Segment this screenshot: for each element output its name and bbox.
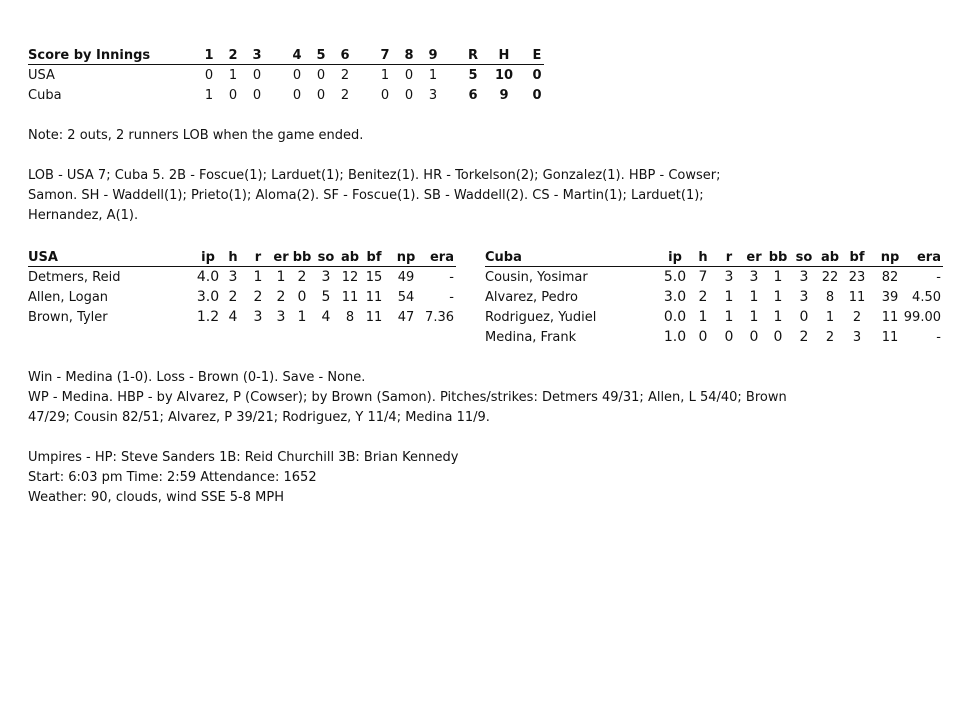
pitcher-bf: 11 [848, 290, 866, 305]
pitcher-name: Cousin, Yosimar [485, 270, 588, 285]
pitcher-bf: 23 [848, 270, 866, 285]
pitcher-ab: 12 [341, 270, 359, 285]
pitching-col-header: bb [768, 250, 788, 265]
totals-header: H [498, 48, 510, 63]
pitching-col-header: ip [201, 250, 215, 265]
pitcher-era: - [449, 270, 454, 285]
pitcher-ip: 0.0 [663, 309, 687, 325]
inning-score: 1 [204, 88, 214, 103]
pitcher-so: 0 [799, 309, 809, 325]
pitcher-bb: 1 [773, 309, 783, 325]
pitcher-ip: 3.0 [663, 289, 687, 305]
pitching-col-header: bb [292, 250, 312, 265]
pitching-col-header: er [273, 250, 289, 265]
notes-line: Samon. SH - Waddell(1); Prieto(1); Aloma(2). SF - Foscue(1). SB - Waddell(2). CS - Martin(1); Larduet(1); [28, 188, 704, 203]
pitching-col-header: h [228, 250, 238, 265]
inning-score: 0 [316, 88, 326, 103]
underline [28, 266, 456, 267]
pitcher-so: 2 [799, 329, 809, 345]
pitcher-r: 3 [724, 269, 734, 285]
pitcher-era: - [936, 330, 941, 345]
pitcher-bb: 2 [297, 269, 307, 285]
pitcher-h: 2 [228, 289, 238, 305]
pitcher-ip: 1.0 [663, 329, 687, 345]
decision-line: WP - Medina. HBP - by Alvarez, P (Cowser); by Brown (Samon). Pitches/strikes: Detmers 49/31; Allen, L 54/40; Brown [28, 390, 787, 405]
inning-score: 0 [316, 68, 326, 83]
pitcher-ab: 22 [821, 270, 839, 285]
pitcher-era: - [936, 270, 941, 285]
inning-score: 0 [204, 68, 214, 83]
inning-header: 9 [428, 48, 438, 63]
inning-score: 0 [252, 88, 262, 103]
totals-header: R [467, 48, 478, 63]
pitcher-np: 82 [881, 270, 899, 285]
pitcher-bb: 1 [773, 269, 783, 285]
team-name: USA [28, 68, 55, 83]
pitcher-er: 3 [749, 269, 759, 285]
pitching-col-header: h [698, 250, 708, 265]
inning-header: 4 [292, 48, 302, 63]
pitching-col-header: np [880, 250, 900, 265]
pitcher-h: 3 [228, 269, 238, 285]
pitching-col-header: ab [820, 250, 840, 265]
inning-header: 2 [228, 48, 238, 63]
pitcher-so: 4 [321, 309, 331, 325]
inning-score: 0 [252, 68, 262, 83]
pitcher-h: 7 [698, 269, 708, 285]
pitcher-ab: 1 [825, 310, 835, 325]
pitcher-er: 3 [276, 309, 286, 325]
pitcher-r: 2 [253, 289, 263, 305]
pitcher-name: Rodriguez, Yudiel [485, 310, 597, 325]
pitching-col-header: ab [340, 250, 360, 265]
pitcher-er: 1 [749, 309, 759, 325]
pitcher-h: 1 [698, 309, 708, 325]
inning-score: 2 [340, 68, 350, 83]
pitcher-h: 0 [698, 329, 708, 345]
pitcher-name: Medina, Frank [485, 330, 577, 345]
team-name: Cuba [28, 88, 62, 103]
team-total: 10 [494, 68, 514, 83]
pitcher-r: 3 [253, 309, 263, 325]
pitcher-bb: 1 [297, 309, 307, 325]
pitcher-ip: 5.0 [663, 269, 687, 285]
pitcher-name: Detmers, Reid [28, 270, 121, 285]
inning-header: 8 [404, 48, 414, 63]
inning-score: 0 [380, 88, 390, 103]
pitcher-r: 1 [253, 269, 263, 285]
pitcher-name: Allen, Logan [28, 290, 109, 305]
inning-score: 1 [228, 68, 238, 83]
pitcher-bb: 0 [297, 289, 307, 305]
inning-header: 5 [316, 48, 326, 63]
pitcher-h: 4 [228, 309, 238, 325]
pitcher-np: 39 [881, 290, 899, 305]
notes-line: Hernandez, A(1). [28, 208, 139, 223]
pitcher-bf: 11 [365, 290, 383, 305]
pitcher-ip: 4.0 [196, 269, 220, 285]
pitcher-r: 1 [724, 289, 734, 305]
inning-score: 2 [340, 88, 350, 103]
inning-header: 6 [340, 48, 350, 63]
pitching-col-header: r [725, 250, 733, 265]
pitcher-er: 1 [276, 269, 286, 285]
start-time-line: Start: 6:03 pm Time: 2:59 Attendance: 1652 [28, 470, 317, 485]
pitcher-name: Brown, Tyler [28, 310, 108, 325]
pitching-col-header: r [254, 250, 262, 265]
team-total: 9 [499, 88, 509, 103]
pitcher-er: 1 [749, 289, 759, 305]
pitcher-ab: 8 [345, 310, 355, 325]
pitcher-ab: 8 [825, 290, 835, 305]
pitcher-so: 3 [799, 289, 809, 305]
inning-score: 1 [428, 68, 438, 83]
pitching-col-header: so [317, 250, 335, 265]
weather-line: Weather: 90, clouds, wind SSE 5-8 MPH [28, 490, 284, 505]
pitcher-bb: 0 [773, 329, 783, 345]
inning-score: 0 [292, 68, 302, 83]
notes-line: LOB - USA 7; Cuba 5. 2B - Foscue(1); Larduet(1); Benitez(1). HR - Torkelson(2); Gonzalez(1). HBP - Cowser; [28, 168, 721, 183]
pitcher-era: - [449, 290, 454, 305]
pitcher-ab: 11 [341, 290, 359, 305]
pitcher-bf: 2 [852, 310, 862, 325]
team-total: 0 [532, 68, 542, 83]
pitcher-np: 11 [881, 330, 899, 345]
pitcher-h: 2 [698, 289, 708, 305]
pitcher-bf: 3 [852, 330, 862, 345]
pitcher-np: 47 [397, 310, 415, 325]
pitching-col-header: ip [668, 250, 682, 265]
totals-header: E [532, 48, 542, 63]
pitcher-name: Alvarez, Pedro [485, 290, 578, 305]
pitcher-so: 3 [799, 269, 809, 285]
underline [485, 266, 943, 267]
inning-score: 1 [380, 68, 390, 83]
pitching-team-header: Cuba [485, 250, 522, 265]
pitcher-so: 3 [321, 269, 331, 285]
pitcher-bf: 11 [365, 310, 383, 325]
pitcher-ip: 1.2 [196, 309, 220, 325]
pitcher-er: 2 [276, 289, 286, 305]
game-end-note: Note: 2 outs, 2 runners LOB when the game ended. [28, 128, 364, 143]
pitching-col-header: np [396, 250, 416, 265]
decision-line: 47/29; Cousin 82/51; Alvarez, P 39/21; Rodriguez, Y 11/4; Medina 11/9. [28, 410, 490, 425]
pitcher-era: 4.50 [912, 290, 941, 305]
pitching-col-header: so [795, 250, 813, 265]
inning-score: 0 [228, 88, 238, 103]
pitcher-ab: 2 [825, 330, 835, 345]
pitching-team-header: USA [28, 250, 58, 265]
pitcher-np: 11 [881, 310, 899, 325]
pitcher-era: 7.36 [425, 310, 454, 325]
team-total: 0 [532, 88, 542, 103]
inning-score: 0 [404, 88, 414, 103]
pitcher-so: 5 [321, 289, 331, 305]
pitching-col-header: bf [366, 250, 382, 265]
team-total: 5 [468, 68, 478, 83]
pitcher-np: 49 [397, 270, 415, 285]
inning-score: 0 [404, 68, 414, 83]
linescore-title: Score by Innings [28, 48, 151, 63]
pitcher-bb: 1 [773, 289, 783, 305]
pitcher-r: 0 [724, 329, 734, 345]
decision-line: Win - Medina (1-0). Loss - Brown (0-1). Save - None. [28, 370, 366, 385]
pitcher-ip: 3.0 [196, 289, 220, 305]
pitching-col-header: era [429, 250, 454, 265]
pitching-col-header: bf [849, 250, 865, 265]
pitching-col-header: er [746, 250, 762, 265]
pitcher-bf: 15 [365, 270, 383, 285]
pitcher-er: 0 [749, 329, 759, 345]
underline [28, 64, 544, 65]
inning-header: 7 [380, 48, 390, 63]
pitching-col-header: era [916, 250, 941, 265]
pitcher-era: 99.00 [903, 310, 941, 325]
inning-score: 0 [292, 88, 302, 103]
inning-score: 3 [428, 88, 438, 103]
inning-header: 1 [204, 48, 214, 63]
umpires-line: Umpires - HP: Steve Sanders 1B: Reid Churchill 3B: Brian Kennedy [28, 450, 459, 465]
team-total: 6 [468, 88, 478, 103]
inning-header: 3 [252, 48, 262, 63]
pitcher-np: 54 [397, 290, 415, 305]
pitcher-r: 1 [724, 309, 734, 325]
